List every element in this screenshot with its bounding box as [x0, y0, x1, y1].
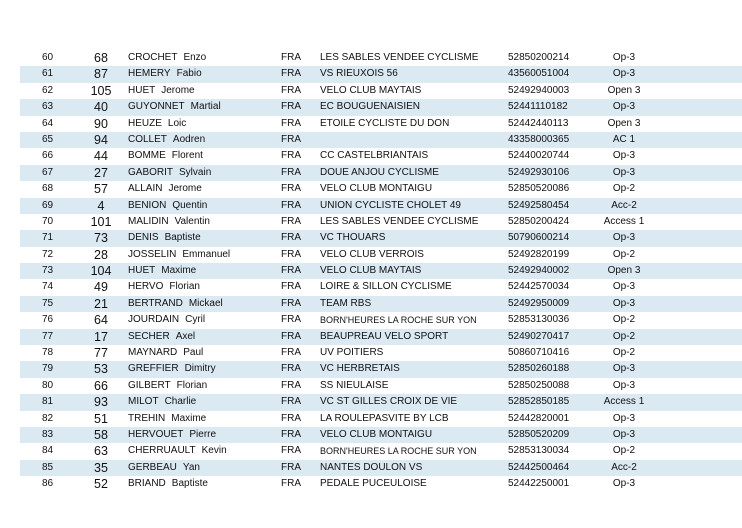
- first-name: Paul: [183, 347, 204, 359]
- license-number-cell: 43358000365: [508, 133, 570, 145]
- rider-name-cell: [128, 99, 221, 115]
- license-number-cell: 52850520209: [508, 428, 570, 440]
- nationality-cell: FRA: [281, 117, 301, 129]
- last-name: JOURDAIN: [128, 314, 180, 326]
- rank-cell: 73: [41, 265, 54, 277]
- license-number-cell: 52850250088: [508, 379, 570, 391]
- category-cell: Op-2: [612, 347, 636, 359]
- license-number-cell: 52850520086: [508, 183, 570, 195]
- club-cell: LOIRE & SILLON CYCLISME: [320, 281, 452, 293]
- first-name: Yan: [182, 461, 200, 473]
- category-cell: Acc-2: [611, 199, 637, 211]
- last-name: HERVOUET: [128, 428, 184, 440]
- category-cell: Op-3: [612, 412, 636, 424]
- category-cell: Op-3: [612, 478, 636, 490]
- rank-cell: 70: [41, 215, 54, 227]
- category-cell: Acc-2: [611, 461, 637, 473]
- club-cell: UV POITIERS: [320, 347, 384, 359]
- rider-name-cell: [128, 378, 207, 394]
- table-row: [20, 50, 742, 66]
- license-number-cell: 50860710416: [508, 347, 570, 359]
- rider-name-cell: [128, 394, 196, 410]
- first-name: Aodren: [172, 133, 206, 145]
- category-cell: Access 1: [603, 396, 645, 408]
- table-row: [20, 116, 742, 132]
- license-number-cell: 52442820001: [508, 412, 570, 424]
- last-name: TREHIN: [128, 412, 166, 424]
- table-row: [20, 460, 742, 476]
- category-cell: Open 3: [607, 265, 641, 277]
- table-row: [20, 345, 742, 361]
- bib-number-cell: 57: [94, 182, 108, 197]
- table-row: [20, 83, 742, 99]
- last-name: MILOT: [128, 396, 159, 408]
- nationality-cell: FRA: [281, 379, 301, 391]
- bib-number-cell: 35: [94, 460, 108, 475]
- rider-name-cell: [128, 361, 216, 377]
- license-number-cell: 52850260188: [508, 363, 570, 375]
- first-name: Baptiste: [171, 478, 208, 490]
- rank-cell: 76: [41, 314, 54, 326]
- club-cell: VELO CLUB MAYTAIS: [320, 265, 422, 277]
- rank-cell: 62: [41, 84, 54, 96]
- rank-cell: 74: [41, 281, 54, 293]
- rider-name-cell: [128, 329, 195, 345]
- license-number-cell: 43560051004: [508, 68, 570, 80]
- bib-number-cell: 66: [94, 378, 108, 393]
- club-cell: VELO CLUB VERROIS: [320, 248, 424, 260]
- club-cell: BORN'HEURES LA ROCHE SUR YON: [320, 315, 477, 326]
- club-cell: VC THOUARS: [320, 232, 386, 244]
- nationality-cell: FRA: [281, 314, 301, 326]
- rider-name-cell: [128, 116, 186, 132]
- rider-name-cell: [128, 427, 216, 443]
- category-cell: Op-2: [612, 314, 636, 326]
- category-cell: Op-3: [612, 101, 636, 113]
- rank-cell: 71: [41, 232, 54, 244]
- nationality-cell: FRA: [281, 199, 301, 211]
- nationality-cell: FRA: [281, 133, 301, 145]
- first-name: Valentin: [174, 215, 210, 227]
- rank-cell: 72: [41, 248, 54, 260]
- rider-name-cell: [128, 50, 206, 66]
- table-row: [20, 361, 742, 377]
- last-name: ALLAIN: [128, 183, 163, 195]
- last-name: HEUZE: [128, 117, 162, 129]
- license-number-cell: 50790600214: [508, 232, 570, 244]
- club-cell: LES SABLES VENDEE CYCLISME: [320, 52, 479, 63]
- license-number-cell: 52490270417: [508, 330, 570, 342]
- club-cell: LA ROULEPASVITE BY LCB: [320, 412, 449, 424]
- bib-number-cell: 64: [94, 313, 108, 328]
- category-cell: Op-3: [612, 52, 636, 63]
- last-name: GERBEAU: [128, 461, 177, 473]
- first-name: Baptiste: [164, 232, 201, 244]
- nationality-cell: FRA: [281, 347, 301, 359]
- last-name: DENIS: [128, 232, 159, 244]
- rank-cell: 85: [41, 461, 54, 473]
- first-name: Maxime: [161, 265, 197, 277]
- bib-number-cell: 44: [94, 149, 108, 164]
- nationality-cell: FRA: [281, 461, 301, 473]
- bib-number-cell: 53: [94, 362, 108, 377]
- rider-name-cell: [128, 460, 200, 476]
- rank-cell: 69: [41, 199, 54, 211]
- table-row: [20, 329, 742, 345]
- first-name: Martial: [190, 101, 221, 113]
- license-number-cell: 52492950009: [508, 297, 570, 309]
- license-number-cell: 52850200214: [508, 52, 570, 63]
- rank-cell: 60: [41, 52, 54, 63]
- rank-cell: 81: [41, 396, 54, 408]
- club-cell: VELO CLUB MONTAIGU: [320, 183, 433, 195]
- club-cell: TEAM RBS: [320, 297, 372, 309]
- rider-name-cell: [128, 214, 210, 230]
- bib-number-cell: 4: [97, 198, 105, 213]
- category-cell: Op-3: [612, 281, 636, 293]
- club-cell: VC HERBRETAIS: [320, 363, 400, 375]
- first-name: Emmanuel: [182, 248, 231, 260]
- nationality-cell: FRA: [281, 232, 301, 244]
- rank-cell: 82: [41, 412, 54, 424]
- table-row: [20, 247, 742, 263]
- nationality-cell: FRA: [281, 101, 301, 113]
- category-cell: Op-3: [612, 363, 636, 375]
- bib-number-cell: 101: [90, 214, 112, 229]
- table-row: [20, 296, 742, 312]
- license-number-cell: 52492930106: [508, 166, 570, 178]
- table-row: [20, 427, 742, 443]
- rider-name-cell: [128, 312, 205, 328]
- rider-name-cell: [128, 165, 211, 181]
- bib-number-cell: 58: [94, 427, 108, 442]
- first-name: Pierre: [189, 428, 217, 440]
- first-name: Charlie: [164, 396, 197, 408]
- license-number-cell: 52492580454: [508, 199, 570, 211]
- first-name: Florent: [171, 150, 203, 162]
- nationality-cell: FRA: [281, 215, 301, 227]
- nationality-cell: FRA: [281, 428, 301, 440]
- nationality-cell: FRA: [281, 330, 301, 342]
- bib-number-cell: 52: [94, 477, 108, 492]
- bib-number-cell: 51: [94, 411, 108, 426]
- license-number-cell: 52853130036: [508, 314, 570, 326]
- last-name: BOMME: [128, 150, 166, 162]
- bib-number-cell: 93: [94, 395, 108, 410]
- rider-name-cell: [128, 443, 227, 459]
- nationality-cell: FRA: [281, 150, 301, 162]
- rank-cell: 68: [41, 183, 54, 195]
- nationality-cell: FRA: [281, 297, 301, 309]
- table-row: [20, 411, 742, 427]
- rank-cell: 63: [41, 101, 54, 113]
- rank-cell: 64: [41, 117, 54, 129]
- first-name: Cyril: [185, 314, 206, 326]
- bib-number-cell: 105: [90, 83, 112, 98]
- license-number-cell: 52440020744: [508, 150, 570, 162]
- table-row: [20, 214, 742, 230]
- category-cell: Open 3: [607, 117, 641, 129]
- last-name: HUET: [128, 84, 156, 96]
- table-row: [20, 148, 742, 164]
- rider-name-cell: [128, 476, 208, 492]
- category-cell: Open 3: [607, 84, 641, 96]
- last-name: HERVO: [128, 281, 164, 293]
- club-cell: ETOILE CYCLISTE DU DON: [320, 117, 450, 129]
- first-name: Enzo: [183, 52, 207, 63]
- nationality-cell: FRA: [281, 265, 301, 277]
- last-name: HUET: [128, 265, 156, 277]
- club-cell: VC ST GILLES CROIX DE VIE: [320, 396, 458, 408]
- bib-number-cell: 27: [94, 165, 108, 180]
- category-cell: Op-2: [612, 445, 636, 457]
- license-number-cell: 52492940002: [508, 265, 570, 277]
- club-cell: BORN'HEURES LA ROCHE SUR YON: [320, 446, 477, 457]
- first-name: Mickael: [188, 297, 223, 309]
- license-number-cell: 52850200424: [508, 215, 570, 227]
- rank-cell: 61: [41, 68, 54, 80]
- nationality-cell: FRA: [281, 166, 301, 178]
- rank-cell: 75: [41, 297, 54, 309]
- nationality-cell: FRA: [281, 248, 301, 260]
- first-name: Florian: [169, 281, 200, 293]
- last-name: GILBERT: [128, 379, 171, 391]
- table-row: [20, 66, 742, 82]
- last-name: SECHER: [128, 330, 170, 342]
- category-cell: Access 1: [603, 215, 645, 227]
- club-cell: VS RIEUXOIS 56: [320, 68, 398, 80]
- bib-number-cell: 21: [94, 296, 108, 311]
- table-row: [20, 476, 742, 492]
- rider-name-cell: [128, 230, 201, 246]
- category-cell: Op-3: [612, 297, 636, 309]
- rider-name-cell: [128, 132, 205, 148]
- club-cell: DOUE ANJOU CYCLISME: [320, 166, 439, 178]
- table-row: [20, 443, 742, 459]
- nationality-cell: FRA: [281, 445, 301, 457]
- bib-number-cell: 49: [94, 280, 108, 295]
- table-row: [20, 230, 742, 246]
- license-number-cell: 52492940003: [508, 84, 570, 96]
- rank-cell: 66: [41, 150, 54, 162]
- club-cell: NANTES DOULON VS: [320, 461, 423, 473]
- club-cell: LES SABLES VENDEE CYCLISME: [320, 215, 479, 227]
- rank-cell: 84: [41, 445, 54, 457]
- rider-name-cell: [128, 181, 202, 197]
- nationality-cell: FRA: [281, 281, 301, 293]
- category-cell: Op-2: [612, 183, 636, 195]
- category-cell: Op-2: [612, 330, 636, 342]
- last-name: BRIAND: [128, 478, 166, 490]
- bib-number-cell: 40: [94, 100, 108, 115]
- rider-name-cell: [128, 198, 207, 214]
- first-name: Maxime: [171, 412, 207, 424]
- license-number-cell: 52492820199: [508, 248, 570, 260]
- license-number-cell: 52442440113: [508, 117, 569, 129]
- nationality-cell: FRA: [281, 183, 301, 195]
- rider-name-cell: [128, 411, 206, 427]
- first-name: Quentin: [172, 199, 208, 211]
- bib-number-cell: 90: [94, 116, 108, 131]
- bib-number-cell: 68: [94, 51, 108, 65]
- last-name: CHERRUAULT: [128, 445, 196, 457]
- last-name: GREFFIER: [128, 363, 179, 375]
- license-number-cell: 52442570034: [508, 281, 570, 293]
- bib-number-cell: 104: [90, 264, 112, 279]
- license-number-cell: 52442500464: [508, 461, 570, 473]
- first-name: Kevin: [201, 445, 227, 457]
- first-name: Sylvain: [179, 166, 212, 178]
- last-name: CROCHET: [128, 52, 178, 63]
- nationality-cell: FRA: [281, 68, 301, 80]
- table-row: [20, 279, 742, 295]
- table-row: [20, 132, 742, 148]
- first-name: Loic: [167, 117, 187, 129]
- table-row: [20, 99, 742, 115]
- last-name: MAYNARD: [128, 347, 178, 359]
- rank-cell: 78: [41, 347, 54, 359]
- license-number-cell: 52442250001: [508, 478, 570, 490]
- last-name: BENION: [128, 199, 167, 211]
- rank-cell: 80: [41, 379, 54, 391]
- bib-number-cell: 28: [94, 247, 108, 262]
- club-cell: VELO CLUB MAYTAIS: [320, 84, 422, 96]
- last-name: COLLET: [128, 133, 167, 145]
- category-cell: Op-3: [612, 428, 636, 440]
- nationality-cell: FRA: [281, 84, 301, 96]
- first-name: Jerome: [161, 84, 195, 96]
- nationality-cell: FRA: [281, 363, 301, 375]
- category-cell: AC 1: [612, 133, 636, 145]
- nationality-cell: FRA: [281, 396, 301, 408]
- club-cell: BEAUPREAU VELO SPORT: [320, 330, 449, 342]
- first-name: Fabio: [176, 68, 202, 80]
- first-name: Florian: [176, 379, 208, 391]
- rider-name-cell: [128, 296, 223, 312]
- table-row: [20, 312, 742, 328]
- club-cell: CC CASTELBRIANTAIS: [320, 150, 429, 162]
- last-name: BERTRAND: [128, 297, 183, 309]
- first-name: Jerome: [168, 183, 202, 195]
- rider-name-cell: [128, 66, 202, 82]
- table-row: [20, 165, 742, 181]
- category-cell: Op-3: [612, 150, 636, 162]
- rank-cell: 67: [41, 166, 54, 178]
- bib-number-cell: 87: [94, 67, 108, 82]
- results-table: [20, 50, 742, 493]
- bib-number-cell: 73: [94, 231, 108, 246]
- table-row: [20, 198, 742, 214]
- category-cell: Op-3: [612, 68, 636, 80]
- last-name: JOSSELIN: [128, 248, 177, 260]
- bib-number-cell: 77: [94, 346, 108, 361]
- rider-name-cell: [128, 148, 203, 164]
- category-cell: Op-3: [612, 166, 636, 178]
- bib-number-cell: 17: [94, 329, 108, 344]
- rider-name-cell: [128, 247, 230, 263]
- table-row: [20, 394, 742, 410]
- table-row: [20, 378, 742, 394]
- license-number-cell: 52853130034: [508, 445, 570, 457]
- rider-name-cell: [128, 83, 195, 99]
- rank-cell: 77: [41, 330, 54, 342]
- last-name: GUYONNET: [128, 101, 185, 113]
- club-cell: UNION CYCLISTE CHOLET 49: [320, 199, 461, 211]
- club-cell: PEDALE PUCEULOISE: [320, 478, 427, 490]
- club-cell: SS NIEULAISE: [320, 379, 389, 391]
- nationality-cell: FRA: [281, 412, 301, 424]
- rider-name-cell: [128, 263, 196, 279]
- category-cell: Op-2: [612, 248, 636, 260]
- rank-cell: 86: [41, 478, 54, 490]
- category-cell: Op-3: [612, 232, 636, 244]
- last-name: HEMERY: [128, 68, 171, 80]
- last-name: GABORIT: [128, 166, 174, 178]
- rank-cell: 79: [41, 363, 54, 375]
- nationality-cell: FRA: [281, 52, 301, 63]
- first-name: Axel: [175, 330, 196, 342]
- bib-number-cell: 94: [94, 132, 108, 147]
- rank-cell: 83: [41, 428, 54, 440]
- rider-name-cell: [128, 279, 200, 295]
- nationality-cell: FRA: [281, 478, 301, 490]
- rider-name-cell: [128, 345, 203, 361]
- category-cell: Op-3: [612, 379, 636, 391]
- first-name: Dimitry: [184, 363, 216, 375]
- table-row: [20, 263, 742, 279]
- license-number-cell: 52852850185: [508, 396, 570, 408]
- rank-cell: 65: [41, 133, 54, 145]
- club-cell: EC BOUGUENAISIEN: [320, 101, 421, 113]
- license-number-cell: 52441110182: [508, 101, 568, 113]
- table-row: [20, 181, 742, 197]
- bib-number-cell: 63: [94, 444, 108, 459]
- club-cell: VELO CLUB MONTAIGU: [320, 428, 433, 440]
- last-name: MALIDIN: [128, 215, 169, 227]
